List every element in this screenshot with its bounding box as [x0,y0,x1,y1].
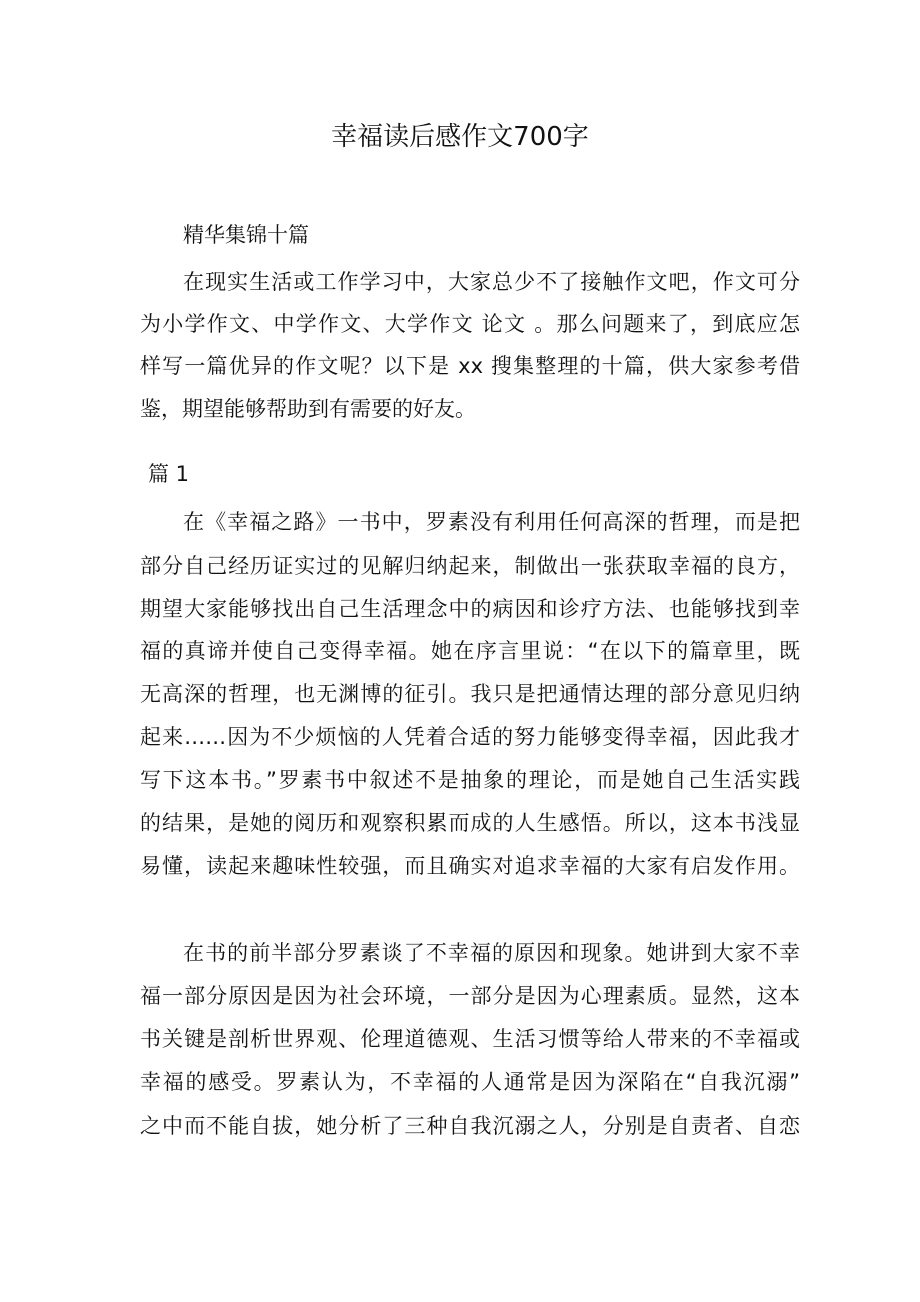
paragraph-line: 在《幸福之路》一书中，罗素没有利用任何高深的哲理，而是把 [183,510,800,534]
section-label: 篇 1 [148,462,190,486]
paragraph-line: 无高深的哲理，也无渊博的征引。我只是把通情达理的部分意见归纳 [140,682,800,706]
paragraph-line: 在书的前半部分罗素谈了不幸福的原因和现象。她讲到大家不幸 [183,941,800,965]
paragraph-line: 的结果，是她的阅历和观察积累而成的人生感悟。所以，这本书浅显 [140,811,800,835]
paragraph-line: 鉴，期望能够帮助到有需要的好友。 [140,397,476,421]
paragraph-line: 期望大家能够找出自己生活理念中的病因和诊疗方法、也能够找到幸 [140,597,800,621]
paragraph-line: 书关键是剖析世界观、伦理道德观、生活习惯等给人带来的不幸福或 [140,1027,800,1051]
document-subtitle: 精华集锦十篇 [183,223,309,247]
paragraph-line: 福一部分原因是因为社会环境，一部分是因为心理素质。显然，这本 [140,984,800,1008]
paragraph-line: 起来……因为不少烦恼的人凭着合适的努力能够变得幸福，因此我才 [140,725,800,749]
document-title: 幸福读后感作文700字 [331,122,589,152]
paragraph-line: 在现实生活或工作学习中，大家总少不了接触作文吧，作文可分 [183,270,800,294]
paragraph-line: 幸福的感受。罗素认为，不幸福的人通常是因为深陷在“自我沉溺” [140,1070,800,1094]
paragraph-line: 部分自己经历证实过的见解归纳起来，制做出一张获取幸福的良方， [140,554,800,578]
paragraph-line: 易懂，读起来趣味性较强，而且确实对追求幸福的大家有启发作用。 [140,854,800,878]
paragraph-line: 福的真谛并使自己变得幸福。她在序言里说：“在以下的篇章里，既 [140,639,800,663]
paragraph-line: 写下这本书。”罗素书中叙述不是抽象的理论，而是她自己生活实践 [140,768,800,792]
paragraph-line: 样写一篇优异的作文呢？以下是 xx 搜集整理的十篇，供大家参考借 [140,354,800,378]
paragraph-line: 之中而不能自拔，她分析了三种自我沉溺之人，分别是自责者、自恋 [140,1114,800,1138]
paragraph-line: 为小学作文、中学作文、大学作文 论文 。那么问题来了，到底应怎 [140,312,800,336]
